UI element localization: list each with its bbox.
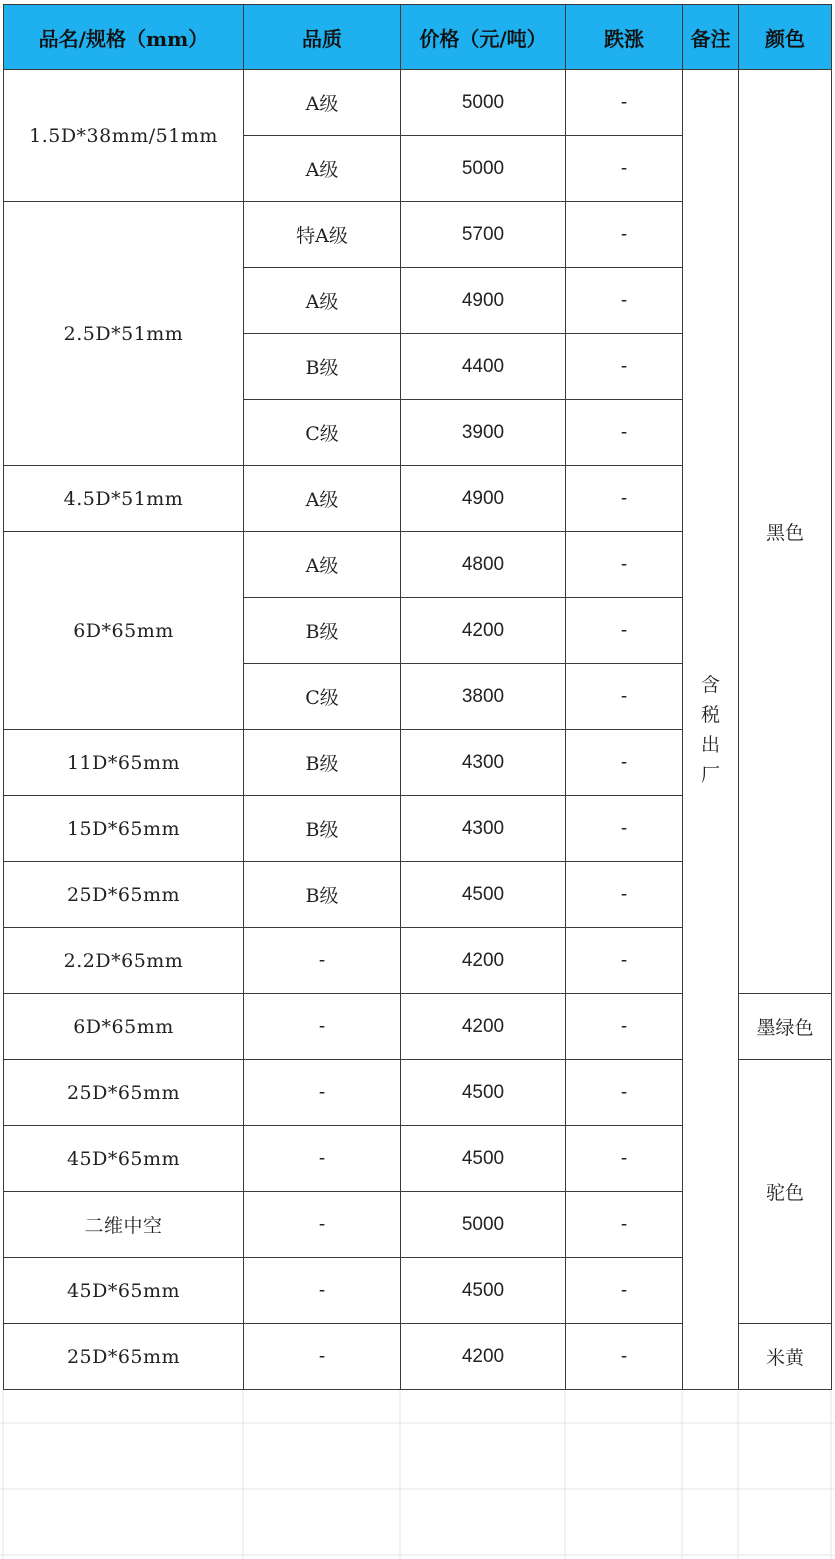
quality-cell: - — [244, 1324, 401, 1390]
price-cell: 4300 — [401, 730, 566, 796]
quality-cell: B级 — [244, 598, 401, 664]
spec-cell: 2.2D*65mm — [4, 928, 244, 994]
spec-cell: 2.5D*51mm — [4, 202, 244, 466]
price-cell: 4200 — [401, 928, 566, 994]
change-cell: - — [566, 796, 683, 862]
change-cell: - — [566, 928, 683, 994]
change-cell: - — [566, 532, 683, 598]
price-cell: 4900 — [401, 466, 566, 532]
change-cell: - — [566, 1192, 683, 1258]
header-remark: 备注 — [683, 5, 739, 70]
change-cell: - — [566, 136, 683, 202]
color-cell: 黑色 — [739, 70, 832, 994]
price-cell: 4500 — [401, 1060, 566, 1126]
quality-cell: - — [244, 1258, 401, 1324]
header-price: 价格（元/吨） — [401, 5, 566, 70]
remark-char: 出 — [700, 733, 720, 756]
color-cell: 驼色 — [739, 1060, 832, 1324]
spec-cell: 25D*65mm — [4, 1060, 244, 1126]
color-cell: 米黄 — [739, 1324, 832, 1390]
header-quality: 品质 — [244, 5, 401, 70]
change-cell: - — [566, 1060, 683, 1126]
price-cell: 5000 — [401, 70, 566, 136]
price-cell: 4800 — [401, 532, 566, 598]
quality-cell: - — [244, 1060, 401, 1126]
change-cell: - — [566, 730, 683, 796]
change-cell: - — [566, 202, 683, 268]
quality-cell: B级 — [244, 796, 401, 862]
spec-cell: 45D*65mm — [4, 1126, 244, 1192]
quality-cell: - — [244, 1192, 401, 1258]
change-cell: - — [566, 1258, 683, 1324]
quality-cell: A级 — [244, 466, 401, 532]
quality-cell: B级 — [244, 862, 401, 928]
remark-char: 厂 — [700, 763, 720, 786]
change-cell: - — [566, 994, 683, 1060]
remark-char: 税 — [700, 703, 720, 726]
header-color: 颜色 — [739, 5, 832, 70]
price-cell: 5700 — [401, 202, 566, 268]
quality-cell: - — [244, 994, 401, 1060]
spec-cell: 25D*65mm — [4, 862, 244, 928]
quality-cell: A级 — [244, 532, 401, 598]
header-change: 跌涨 — [566, 5, 683, 70]
spec-cell: 6D*65mm — [4, 532, 244, 730]
quality-cell: C级 — [244, 400, 401, 466]
table-body — [4, 70, 832, 1390]
quality-cell: 特A级 — [244, 202, 401, 268]
spec-cell: 11D*65mm — [4, 730, 244, 796]
remark-cell — [683, 70, 739, 1390]
quality-cell: A级 — [244, 136, 401, 202]
change-cell: - — [566, 862, 683, 928]
color-cell: 墨绿色 — [739, 994, 832, 1060]
spec-cell: 6D*65mm — [4, 994, 244, 1060]
change-cell: - — [566, 1126, 683, 1192]
spec-cell: 25D*65mm — [4, 1324, 244, 1390]
price-cell: 4400 — [401, 334, 566, 400]
change-cell: - — [566, 70, 683, 136]
quality-cell: B级 — [244, 334, 401, 400]
change-cell: - — [566, 1324, 683, 1390]
price-cell: 3800 — [401, 664, 566, 730]
spec-cell: 15D*65mm — [4, 796, 244, 862]
price-cell: 4500 — [401, 862, 566, 928]
change-cell: - — [566, 664, 683, 730]
spec-cell: 1.5D*38mm/51mm — [4, 70, 244, 202]
quality-cell: B级 — [244, 730, 401, 796]
quality-cell: - — [244, 928, 401, 994]
change-cell: - — [566, 598, 683, 664]
quality-cell: A级 — [244, 268, 401, 334]
price-table — [3, 4, 832, 1390]
quality-cell: C级 — [244, 664, 401, 730]
spec-cell: 二维中空 — [4, 1192, 244, 1258]
spec-cell: 45D*65mm — [4, 1258, 244, 1324]
price-cell: 5000 — [401, 136, 566, 202]
price-cell: 5000 — [401, 1192, 566, 1258]
change-cell: - — [566, 466, 683, 532]
remark-char: 含 — [700, 673, 720, 696]
price-cell: 4300 — [401, 796, 566, 862]
change-cell: - — [566, 400, 683, 466]
price-cell: 4900 — [401, 268, 566, 334]
price-cell: 4200 — [401, 994, 566, 1060]
table-row — [4, 70, 832, 136]
change-cell: - — [566, 334, 683, 400]
price-cell: 4500 — [401, 1126, 566, 1192]
quality-cell: A级 — [244, 70, 401, 136]
price-cell: 3900 — [401, 400, 566, 466]
price-cell: 4200 — [401, 1324, 566, 1390]
header-row — [4, 5, 832, 70]
price-cell: 4200 — [401, 598, 566, 664]
change-cell: - — [566, 268, 683, 334]
quality-cell: - — [244, 1126, 401, 1192]
price-cell: 4500 — [401, 1258, 566, 1324]
header-name-spec: 品名/规格（mm） — [4, 5, 244, 70]
spec-cell: 4.5D*51mm — [4, 466, 244, 532]
